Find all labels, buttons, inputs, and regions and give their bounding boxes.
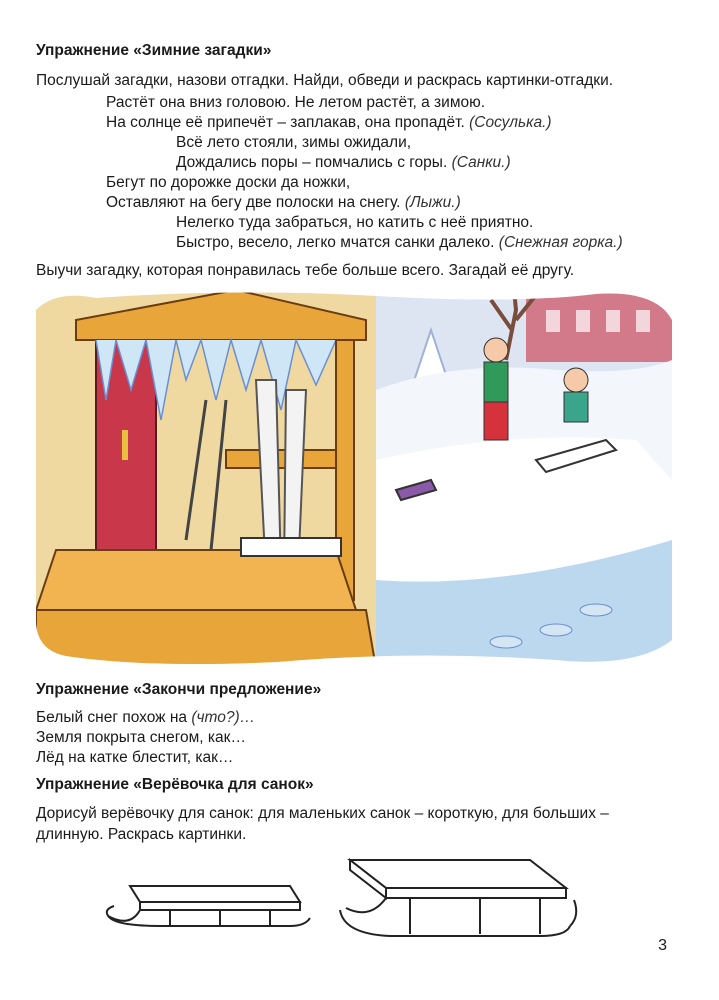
riddle-line: Оставляют на бегу две полоски на снегу. (Лыжи.)	[106, 194, 461, 211]
sentence-line: Лёд на катке блестит, как…	[36, 749, 234, 766]
page-number: 3	[658, 937, 667, 954]
riddle-line: Растёт она вниз головою. Не летом растёт, а зимою.	[106, 94, 486, 111]
small-sled[interactable]	[100, 866, 320, 946]
boy-head	[484, 338, 508, 362]
boy-jacket	[484, 362, 508, 402]
exercise-1-task: Выучи загадку, которая понравилась тебе больше всего. Загадай её другу.	[36, 262, 575, 279]
sentence-line: Белый снег похож на (что?)…	[36, 709, 256, 726]
riddle-line: Быстро, весело, легко мчатся санки далеко. (Снежная горка.)	[176, 234, 623, 251]
girl-jacket	[564, 392, 588, 422]
exercise-1-instruction: Послушай загадки, назови отгадки. Найди, обведи и раскрась картинки-отгадки.	[36, 72, 614, 89]
winter-illustration	[36, 290, 672, 668]
riddle-answer: (Снежная горка.)	[498, 234, 623, 251]
exercise-2-title: Упражнение «Закончи предложение»	[36, 681, 322, 698]
porch-sled	[241, 538, 341, 556]
riddle-line: Всё лето стояли, зимы ожидали,	[176, 134, 412, 151]
riddle-answer: (Лыжи.)	[404, 194, 461, 211]
riddle-line: На солнце её припечёт – заплакав, она пропадёт. (Сосулька.)	[106, 114, 552, 131]
exercise-1-title: Упражнение «Зимние загадки»	[36, 42, 272, 59]
large-sled[interactable]	[330, 850, 590, 960]
sentence-line: Земля покрыта снегом, как…	[36, 729, 246, 746]
riddle-line: Дождались поры – помчались с горы. (Санки.)	[176, 154, 511, 171]
exercise-3-title: Упражнение «Верёвочка для санок»	[36, 776, 314, 793]
girl-head	[564, 368, 588, 392]
riddle-line: Нелегко туда забраться, но катить с неё приятно.	[176, 214, 534, 231]
exercise-3-text: Дорисуй верёвочку для санок: для маленьких санок – короткую, для больших –	[36, 805, 609, 822]
sentence-hint: (что?)…	[191, 709, 256, 726]
railing	[226, 450, 336, 468]
riddle-line: Бегут по дорожке доски да ножки,	[106, 174, 351, 191]
riddle-answer: (Санки.)	[451, 154, 511, 171]
exercise-3-text: длинную. Раскрась картинки.	[36, 826, 247, 843]
riddle-answer: (Сосулька.)	[469, 114, 552, 131]
porch-steps	[36, 550, 356, 610]
door-handle	[122, 430, 128, 460]
